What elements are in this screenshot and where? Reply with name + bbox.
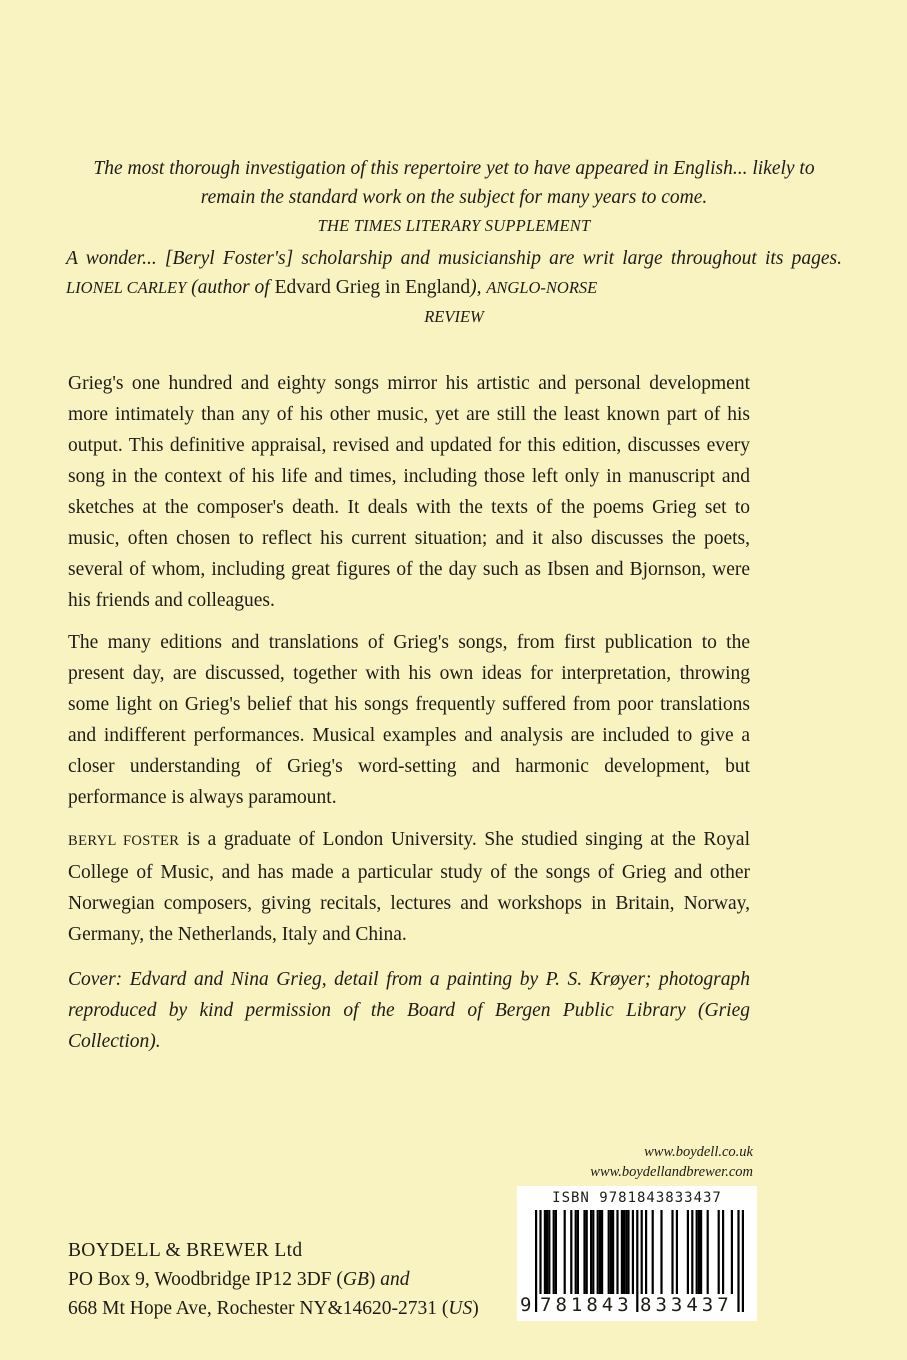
url-boydellandbrewer[interactable]: www.boydellandbrewer.com (590, 1164, 753, 1180)
barcode-bar (592, 1210, 594, 1298)
barcode-bar (555, 1210, 557, 1298)
address-us-close: ) (472, 1298, 479, 1319)
barcode-bar (570, 1210, 572, 1298)
barcode-bar (676, 1210, 678, 1298)
barcode-bar (548, 1210, 550, 1298)
quote-2-publication-end: REVIEW (424, 307, 484, 326)
author-name: BERYL FOSTER (68, 833, 180, 849)
quote-2 (66, 244, 842, 331)
barcode-bar (718, 1210, 720, 1298)
barcode-bar (652, 1210, 654, 1298)
barcode-bar (599, 1210, 601, 1298)
barcode-bar (608, 1210, 610, 1298)
publisher-address (68, 1236, 479, 1323)
quote-1-source: THE TIMES LITERARY SUPPLEMENT (317, 216, 591, 235)
barcode-bar (696, 1210, 698, 1298)
barcode-bar (564, 1210, 566, 1298)
barcode-bar (645, 1210, 647, 1298)
barcode-bar (700, 1210, 702, 1298)
address-gb-text: PO Box 9, Woodbridge IP12 3DF ( (68, 1269, 343, 1290)
quote-1: The most thorough investigation of this repertoire yet to have appeared in English... likely to remain the standard work on the subject for many years to come. (93, 158, 815, 208)
barcode-bar (535, 1210, 537, 1312)
barcode-digits-right: 833437 (640, 1294, 733, 1316)
cover-credit: Cover: Edvard and Nina Grieg, detail from a painting by P. S. Krøyer; photograph reproduced by kind permission of the Board of Bergen Public Library (Grieg Collection). (68, 969, 750, 1052)
barcode-bar (698, 1210, 700, 1298)
publisher-address-us (68, 1294, 479, 1323)
blurb-paragraph-1: Grieg's one hundred and eighty songs mirror his artistic and personal development more intimately than any of his other music, yet are still the least known part of his output. This definitive appraisal, revised and updated for this edition, discusses every song in the context of his life and times, including those left only in manuscript and sketches at the composer's death. It deals with the texts of the poems Grieg set to music, often chosen to reflect his current situation; and it also discusses the poets, several of whom, including great figures of the day such as Ibsen and Bjornson, were his friends and colleagues. (68, 373, 750, 611)
barcode-bar (627, 1210, 629, 1298)
barcode-bar (707, 1210, 709, 1298)
quote-2-author: LIONEL CARLEY (66, 278, 187, 297)
author-bio-text: is a graduate of London University. She studied singing at the Royal College of Music, and has made a particular study of the songs of Grieg and other Norwegian composers, giving recitals, lectures and workshops in Britain, Norway, Germany, the Netherlands, Italy and China. (68, 829, 750, 945)
barcode-bar (544, 1210, 546, 1298)
address-gb-close: ) (368, 1269, 381, 1290)
barcode-bar (583, 1210, 585, 1298)
barcode-bar (632, 1210, 634, 1298)
address-gb-country: GB (342, 1269, 369, 1290)
barcode-bar (597, 1210, 599, 1298)
barcode-bar (625, 1210, 627, 1298)
barcode-bar (621, 1210, 623, 1298)
barcode-bar (660, 1210, 662, 1298)
barcode-bar (687, 1210, 689, 1298)
barcode-bar (577, 1210, 579, 1298)
isbn-barcode (517, 1186, 757, 1321)
address-us-country: US (448, 1298, 473, 1319)
address-us-text: 668 Mt Hope Ave, Rochester NY&14620-2731 ( (68, 1298, 449, 1319)
blurb (68, 368, 750, 1068)
barcode-bar (691, 1210, 693, 1298)
barcode-bar (601, 1210, 603, 1298)
barcode-bar (612, 1210, 614, 1298)
barcode-bar (623, 1210, 625, 1298)
blurb-paragraph-2: The many editions and translations of Grieg's songs, from first publication to the present day, are discussed, together with his own ideas for interpretation, throwing some light on Grieg's belief that his songs frequently suffered from poor translations and indifferent performances. Musical examples and analysis are included to give a closer understanding of Grieg's word-setting and harmonic development, but performance is always paramount. (68, 632, 750, 808)
review-quotes (66, 154, 842, 331)
address-and: and (380, 1269, 410, 1290)
barcode-bar (586, 1210, 588, 1298)
barcode-bar (590, 1210, 592, 1298)
barcode-bar (616, 1210, 618, 1298)
publisher-urls (590, 1142, 753, 1182)
barcode-digit-first: 9 (520, 1294, 532, 1316)
author-bio (68, 824, 750, 950)
quote-2-author-of: (author of (191, 277, 270, 298)
barcode-bar (671, 1210, 673, 1298)
barcode-bar (742, 1210, 744, 1312)
quote-2-book: Edvard Grieg in England (274, 277, 471, 298)
barcode-bar (546, 1210, 548, 1298)
barcode-bar (575, 1210, 577, 1298)
url-boydell[interactable]: www.boydell.co.uk (644, 1144, 753, 1160)
barcode-bar (553, 1210, 555, 1298)
quote-2-text: A wonder... [Beryl Foster's] scholarship and musicianship are writ large throughout its pages. (66, 248, 842, 269)
barcode-bar (737, 1210, 739, 1312)
barcode-digits-left: 781843 (540, 1294, 633, 1316)
barcode-bar (610, 1210, 612, 1298)
publisher-name: BOYDELL & BREWER Ltd (68, 1240, 303, 1261)
quote-2-close: ), (470, 277, 482, 298)
publisher-address-gb (68, 1265, 479, 1294)
barcode-bar (722, 1210, 724, 1298)
isbn-label: ISBN 9781843833437 (552, 1190, 722, 1206)
barcode-bar (731, 1210, 733, 1298)
quote-2-publication: ANGLO-NORSE (486, 278, 598, 297)
